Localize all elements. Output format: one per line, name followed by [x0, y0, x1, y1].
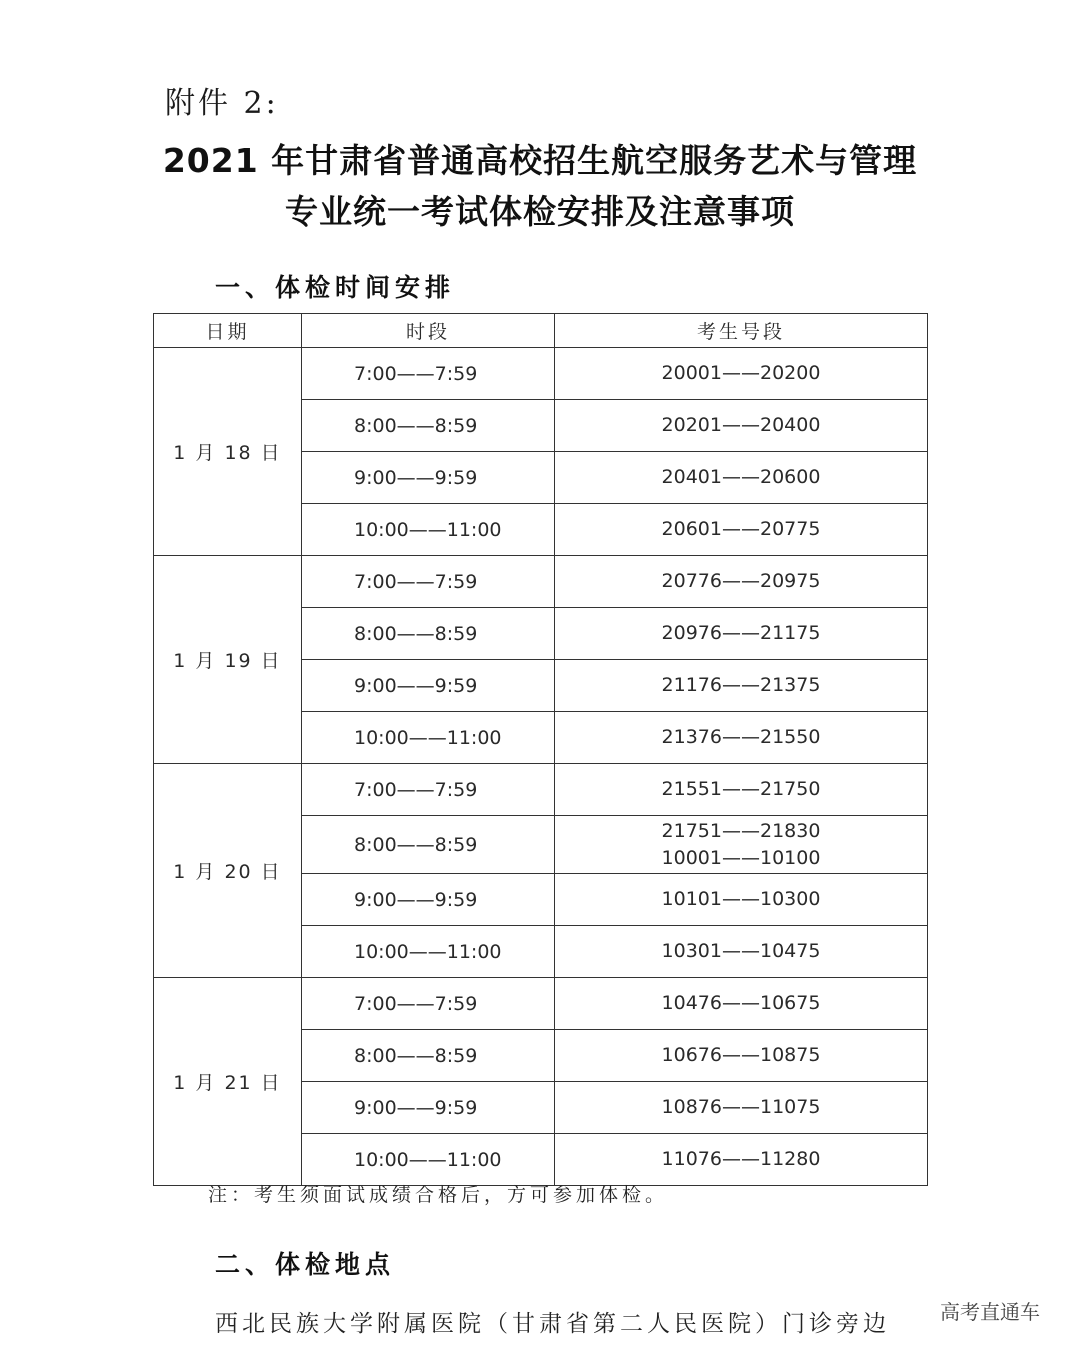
table-note: 注：考生须面试成绩合格后，方可参加体检。 — [208, 1184, 669, 1206]
date-cell: 1 月 19 日 — [154, 556, 302, 764]
candidate-range-cell — [555, 660, 928, 712]
candidate-range-cell — [555, 978, 928, 1030]
table-body — [154, 348, 928, 1186]
document-title-line-2: 专业统一考试体检安排及注意事项 — [285, 192, 795, 231]
candidate-range-cell — [555, 712, 928, 764]
candidate-range: 20601——20775 — [661, 518, 821, 540]
candidate-range-cell — [555, 1082, 928, 1134]
candidate-range-cell — [555, 452, 928, 504]
candidate-range-cell — [555, 1134, 928, 1186]
time-slot-cell: 7:00——7:59 — [302, 978, 555, 1030]
time-slot-cell: 9:00——9:59 — [302, 874, 555, 926]
table-row — [154, 764, 928, 816]
time-slot-cell: 10:00——11:00 — [302, 926, 555, 978]
date-cell: 1 月 21 日 — [154, 978, 302, 1186]
candidate-range: 21551——21750 — [661, 778, 821, 800]
header-time-slot: 时段 — [302, 314, 555, 348]
candidate-range: 20001——20200 — [661, 362, 821, 384]
table-row — [154, 556, 928, 608]
time-slot-cell: 8:00——8:59 — [302, 608, 555, 660]
time-slot-cell: 8:00——8:59 — [302, 816, 555, 874]
candidate-range-cell — [555, 926, 928, 978]
time-slot-cell: 7:00——7:59 — [302, 556, 555, 608]
candidate-range: 21751——21830 — [661, 819, 821, 842]
time-slot-cell: 8:00——8:59 — [302, 1030, 555, 1082]
date-cell: 1 月 20 日 — [154, 764, 302, 978]
table-row — [154, 348, 928, 400]
candidate-range: 21176——21375 — [661, 674, 821, 696]
candidate-range: 10101——10300 — [661, 888, 821, 910]
time-slot-cell: 10:00——11:00 — [302, 1134, 555, 1186]
date-cell: 1 月 18 日 — [154, 348, 302, 556]
header-date: 日期 — [154, 314, 302, 348]
candidate-range: 20776——20975 — [661, 570, 821, 592]
candidate-range-cell — [555, 764, 928, 816]
time-slot-cell: 8:00——8:59 — [302, 400, 555, 452]
candidate-range: 10476——10675 — [661, 992, 821, 1014]
candidate-range: 11076——11280 — [661, 1148, 821, 1170]
exam-location-text: 西北民族大学附属医院（甘肃省第二人民医院）门诊旁边 — [215, 1311, 890, 1337]
table-row — [154, 978, 928, 1030]
watermark-text: 高考直通车 — [940, 1296, 1040, 1325]
candidate-range-cell — [555, 1030, 928, 1082]
candidate-range: 10676——10875 — [661, 1044, 821, 1066]
exam-schedule-table — [153, 313, 928, 1186]
candidate-range: 21376——21550 — [661, 726, 821, 748]
time-slot-cell: 7:00——7:59 — [302, 764, 555, 816]
candidate-range: 10876——11075 — [661, 1096, 821, 1118]
header-candidate-range: 考生号段 — [555, 314, 928, 348]
time-slot-cell: 10:00——11:00 — [302, 504, 555, 556]
time-slot-cell: 10:00——11:00 — [302, 712, 555, 764]
candidate-range-cell — [555, 348, 928, 400]
candidate-range-cell — [555, 400, 928, 452]
candidate-range-cell — [555, 608, 928, 660]
section-heading-location: 二、体检地点 — [215, 1250, 396, 1279]
candidate-range: 20976——21175 — [661, 622, 821, 644]
candidate-range: 20401——20600 — [661, 466, 821, 488]
candidate-range-cell — [555, 556, 928, 608]
table-header-row — [154, 314, 928, 348]
candidate-range-cell — [555, 504, 928, 556]
section-heading-schedule: 一、体检时间安排 — [215, 273, 456, 302]
candidate-range-cell — [555, 874, 928, 926]
candidate-range: 10301——10475 — [661, 940, 821, 962]
time-slot-cell: 9:00——9:59 — [302, 452, 555, 504]
candidate-range-cell — [555, 816, 928, 874]
time-slot-cell: 9:00——9:59 — [302, 660, 555, 712]
time-slot-cell: 7:00——7:59 — [302, 348, 555, 400]
attachment-label: 附件 2: — [165, 86, 279, 121]
candidate-range: 10001——10100 — [661, 846, 821, 869]
document-title-line-1: 2021 年甘肃省普通高校招生航空服务艺术与管理 — [162, 141, 918, 180]
candidate-range: 20201——20400 — [661, 414, 821, 436]
time-slot-cell: 9:00——9:59 — [302, 1082, 555, 1134]
